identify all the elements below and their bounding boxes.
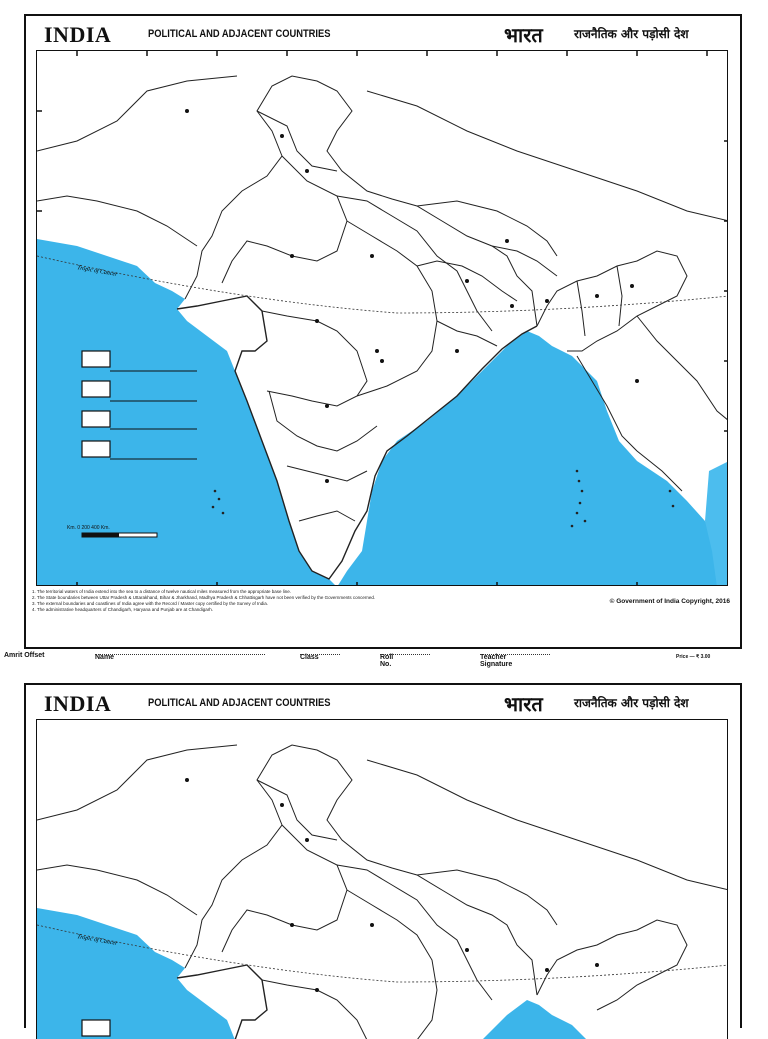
sheet-header: [26, 685, 740, 717]
map-frame: [36, 50, 728, 586]
legend-box: [82, 411, 110, 427]
tropic-label: Tropic of Cancer: [76, 934, 118, 948]
legend-box: [82, 351, 110, 367]
tropic-label: Tropic of Cancer: [76, 265, 118, 279]
note-line: 4. The administrative headquarters of Chandigarh, Haryana and Punjab are at Chandigarh.: [32, 607, 214, 612]
note-line: 1. The territorial waters of India extend into the sea to a distance of twelve nautical miles measured from the appropriate base line.: [32, 589, 292, 594]
legend-box: [82, 441, 110, 457]
map-notes: [32, 589, 562, 613]
title-english: INDIA: [44, 22, 112, 47]
sheet-footer: Amrit Offset Name Class Roll No. Teacher Signature Price — ₹ 3.00: [4, 652, 711, 668]
title-english: INDIA: [44, 691, 112, 716]
price-label: Price — ₹ 3.00: [676, 654, 711, 660]
map-sheet-2: [24, 683, 742, 1028]
svg-text:Km. 0 200 400 Km.: Km. 0 200 400 Km.: [67, 525, 110, 531]
bay-of-bengal: [457, 1000, 597, 1039]
title-hindi: भारत: [504, 23, 543, 47]
title-hindi: भारत: [504, 692, 543, 716]
legend-box: [82, 1020, 110, 1036]
subtitle-hindi: राजनैतिक और पड़ोसी देश: [574, 27, 689, 41]
note-line: 2. The State boundaries between Uttar Pradesh & Uttarakhand, Bihar & Jharkhand, Madhya Pradesh & Chhattisgarh have not been verified by the Governments concerned.: [32, 595, 376, 600]
sheet-header: [26, 16, 740, 48]
subtitle-hindi: राजनैतिक और पड़ोसी देश: [574, 696, 689, 710]
copyright-text: © Government of India Copyright, 2016: [609, 598, 730, 605]
map-sheet-1: [24, 14, 742, 649]
india-outline-map: [37, 51, 728, 586]
note-line: 3. The external boundaries and coastlines of India agree with the Record / Master copy certified by the Survey of India.: [32, 601, 269, 606]
subtitle-english: POLITICAL AND ADJACENT COUNTRIES: [148, 697, 331, 709]
publisher-label: Amrit Offset: [4, 652, 45, 659]
india-outline-map: [37, 720, 728, 1039]
legend-box: [82, 381, 110, 397]
map-frame: [36, 719, 728, 1039]
bay-of-bengal: [337, 331, 728, 586]
subtitle-english: POLITICAL AND ADJACENT COUNTRIES: [148, 28, 331, 40]
